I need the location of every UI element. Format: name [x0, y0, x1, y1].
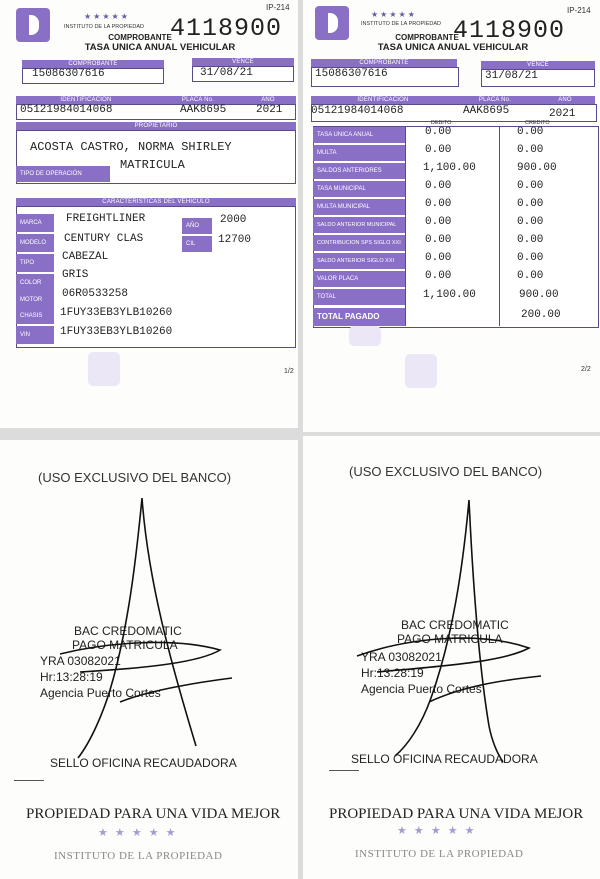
identificacion-value: 05121984014068	[311, 105, 404, 117]
color-value: GRIS	[62, 269, 89, 281]
charge-credito: 0.00	[517, 198, 544, 210]
receipt-subtitle: TASA UNICA ANUAL VEHICULAR	[84, 42, 236, 53]
charge-debito: 0.00	[425, 252, 452, 264]
charge-label: CONTRIBUCION SPS SIGLO XXI	[313, 235, 405, 251]
placa-value: AAK8695	[463, 105, 510, 117]
bank-use-title: (USO EXCLUSIVO DEL BANCO)	[349, 464, 543, 479]
bank-use-title: (USO EXCLUSIVO DEL BANCO)	[38, 470, 232, 485]
sello-oficina: SELLO OFICINA RECAUDADORA	[351, 752, 538, 766]
marca-value: FREIGHTLINER	[66, 213, 146, 225]
stars-decoration: ★★★★★	[371, 10, 417, 19]
modelo-value: CENTURY CLAS	[64, 233, 144, 245]
charge-label: TOTAL	[313, 289, 405, 305]
sello-oficina: SELLO OFICINA RECAUDADORA	[50, 756, 237, 770]
charge-debito: 1,100.00	[423, 162, 476, 174]
charge-label: MULTA	[313, 145, 405, 161]
charge-credito: 0.00	[517, 270, 544, 282]
footer-stars: ★ ★ ★ ★ ★	[98, 827, 178, 839]
charge-debito: 0.00	[425, 234, 452, 246]
charge-debito: 1,100.00	[423, 289, 476, 301]
propietario-label: PROPIETARIO	[16, 122, 296, 131]
charge-row	[313, 252, 599, 270]
receipt-subtitle: TASA UNICA ANUAL VEHICULAR	[377, 42, 529, 53]
chasis-value: 1FUY33EB3YLB10260	[60, 307, 173, 319]
vence-label: VENCE	[192, 58, 294, 67]
receipt-page-1	[0, 0, 298, 428]
stamp-line	[14, 780, 44, 781]
debito-header: DEBITO	[431, 120, 452, 126]
watermark-logo	[349, 326, 381, 346]
charge-label: SALDO ANTERIOR SIGLO XXI	[313, 253, 405, 269]
charge-debito: 0.00	[425, 180, 452, 192]
vin-value: 1FUY33EB3YLB10260	[60, 326, 173, 338]
stars-decoration: ★★★★★	[84, 12, 130, 21]
cil-label: CIL	[182, 236, 212, 252]
footer-stars: ★ ★ ★ ★ ★	[397, 825, 477, 837]
ano-value: 2021	[256, 104, 283, 116]
institute-name: INSTITUTO DE LA PROPIEDAD	[64, 24, 144, 30]
stamp-time: Hr:13:28:19	[40, 670, 103, 684]
charge-credito: 900.00	[519, 289, 559, 301]
stamp-bank: BAC CREDOMATIC	[74, 624, 182, 638]
receipt-title: COMPROBANTE	[395, 33, 459, 42]
stamp-date: YRA 03082021	[40, 654, 121, 668]
charge-debito: 0.00	[425, 216, 452, 228]
chasis-label: CHASIS	[16, 308, 54, 324]
bank-page-2	[303, 436, 600, 879]
charge-row	[313, 270, 599, 288]
charge-label: TASA UNICA ANUAL	[313, 127, 405, 143]
charge-row	[313, 234, 599, 252]
charge-row	[313, 216, 599, 234]
charge-debito: 0.00	[425, 126, 452, 138]
marca-label: MARCA	[16, 214, 54, 232]
identificacion-value: 05121984014068	[20, 104, 113, 116]
ano-label: AÑO	[535, 96, 595, 105]
receipt-title: COMPROBANTE	[108, 33, 172, 42]
stamp-agency: Agencia Puerto Cortes	[361, 682, 482, 696]
credito-header: CREDITO	[525, 120, 550, 126]
color-label: COLOR	[16, 274, 54, 292]
charge-row	[313, 126, 599, 144]
institute-logo	[315, 6, 349, 40]
watermark-logo	[88, 352, 120, 386]
cil-value: 12700	[218, 234, 252, 246]
footer-institute: INSTITUTO DE LA PROPIEDAD	[54, 850, 223, 862]
bank-page-1	[0, 440, 298, 879]
placa-label: PLACA No.	[455, 96, 535, 105]
caracteristicas-label: CARACTERISTICAS DEL VEHICULO	[16, 198, 296, 207]
stamp-line	[329, 770, 359, 771]
charge-credito: 0.00	[517, 144, 544, 156]
charge-row	[313, 180, 599, 198]
operacion-value: MATRICULA	[120, 158, 185, 172]
institute-logo	[16, 8, 50, 42]
ano-label: AÑO	[240, 96, 296, 105]
placa-label: PLACA No.	[156, 96, 240, 105]
charge-credito: 0.00	[517, 216, 544, 228]
receipt-number: 4118900	[170, 14, 283, 43]
modelo-label: MODELO	[16, 234, 54, 252]
watermark-logo	[405, 354, 437, 388]
page-number: 2/2	[581, 366, 591, 373]
charge-label: SALDOS ANTERIORES	[313, 163, 405, 179]
tipo-label: TIPO	[16, 254, 54, 272]
form-code: IP-214	[266, 3, 290, 12]
ano-veh-label: AÑO	[182, 218, 212, 234]
comprobante-value: 15086307616	[315, 68, 388, 80]
vin-label: VIN	[16, 326, 54, 344]
stamp-agency: Agencia Puerto Cortes	[40, 686, 161, 700]
table-divider	[405, 126, 406, 326]
charge-debito: 0.00	[425, 198, 452, 210]
charge-credito: 0.00	[517, 126, 544, 138]
receipt-page-2	[303, 0, 600, 432]
identificacion-label: IDENTIFICACION	[16, 96, 156, 105]
charge-label: VALOR PLACA	[313, 271, 405, 287]
total-pagado-label: TOTAL PAGADO	[313, 308, 405, 326]
charge-debito: 0.00	[425, 270, 452, 282]
charge-row	[313, 162, 599, 180]
page-number: 1/2	[284, 368, 294, 375]
institute-name: INSTITUTO DE LA PROPIEDAD	[361, 21, 441, 27]
stamp-bank: BAC CREDOMATIC	[401, 618, 509, 632]
ano-veh-value: 2000	[220, 214, 247, 226]
form-code: IP-214	[567, 6, 591, 15]
footer-slogan: PROPIEDAD PARA UNA VIDA MEJOR	[26, 806, 281, 822]
comprobante-value: 15086307616	[32, 68, 105, 80]
charge-row	[313, 288, 599, 306]
receipt-number: 4118900	[453, 16, 566, 45]
placa-value: AAK8695	[180, 104, 227, 116]
charge-credito: 900.00	[517, 162, 557, 174]
ano-value: 2021	[549, 108, 576, 120]
table-divider	[499, 126, 500, 326]
stamp-time: Hr:13:28:19	[361, 666, 424, 680]
charge-credito: 0.00	[517, 180, 544, 192]
motor-value: 06R0533258	[62, 288, 129, 300]
charge-credito: 0.00	[517, 234, 544, 246]
charge-label: TASA MUNICIPAL	[313, 181, 405, 197]
charge-row	[313, 198, 599, 216]
stamp-date: YRA 03082021	[361, 650, 442, 664]
charge-label: MULTA MUNICIPAL	[313, 199, 405, 215]
vence-value: 31/08/21	[200, 67, 253, 79]
charge-credito: 0.00	[517, 252, 544, 264]
vence-value: 31/08/21	[485, 70, 538, 82]
identificacion-label: IDENTIFICACION	[311, 96, 455, 105]
charge-debito: 0.00	[425, 144, 452, 156]
tipo-operacion-label: TIPO DE OPERACIÓN	[16, 166, 110, 182]
charge-row	[313, 144, 599, 162]
vence-label: VENCE	[481, 61, 595, 70]
propietario-value: ACOSTA CASTRO, NORMA SHIRLEY	[30, 140, 232, 154]
comprobante-label: COMPROBANTE	[22, 60, 164, 69]
footer-slogan: PROPIEDAD PARA UNA VIDA MEJOR	[329, 806, 584, 822]
motor-label: MOTOR	[16, 292, 54, 308]
comprobante-label: COMPROBANTE	[311, 59, 457, 68]
footer-institute: INSTITUTO DE LA PROPIEDAD	[355, 848, 524, 860]
stamp-payment: PAGO MATRICULA	[397, 632, 503, 646]
tipo-value: CABEZAL	[62, 251, 109, 263]
stamp-payment: PAGO MATRICULA	[72, 638, 178, 652]
charge-label: SALDO ANTERIOR MUNICIPAL	[313, 217, 405, 233]
total-pagado-value: 200.00	[521, 309, 561, 321]
